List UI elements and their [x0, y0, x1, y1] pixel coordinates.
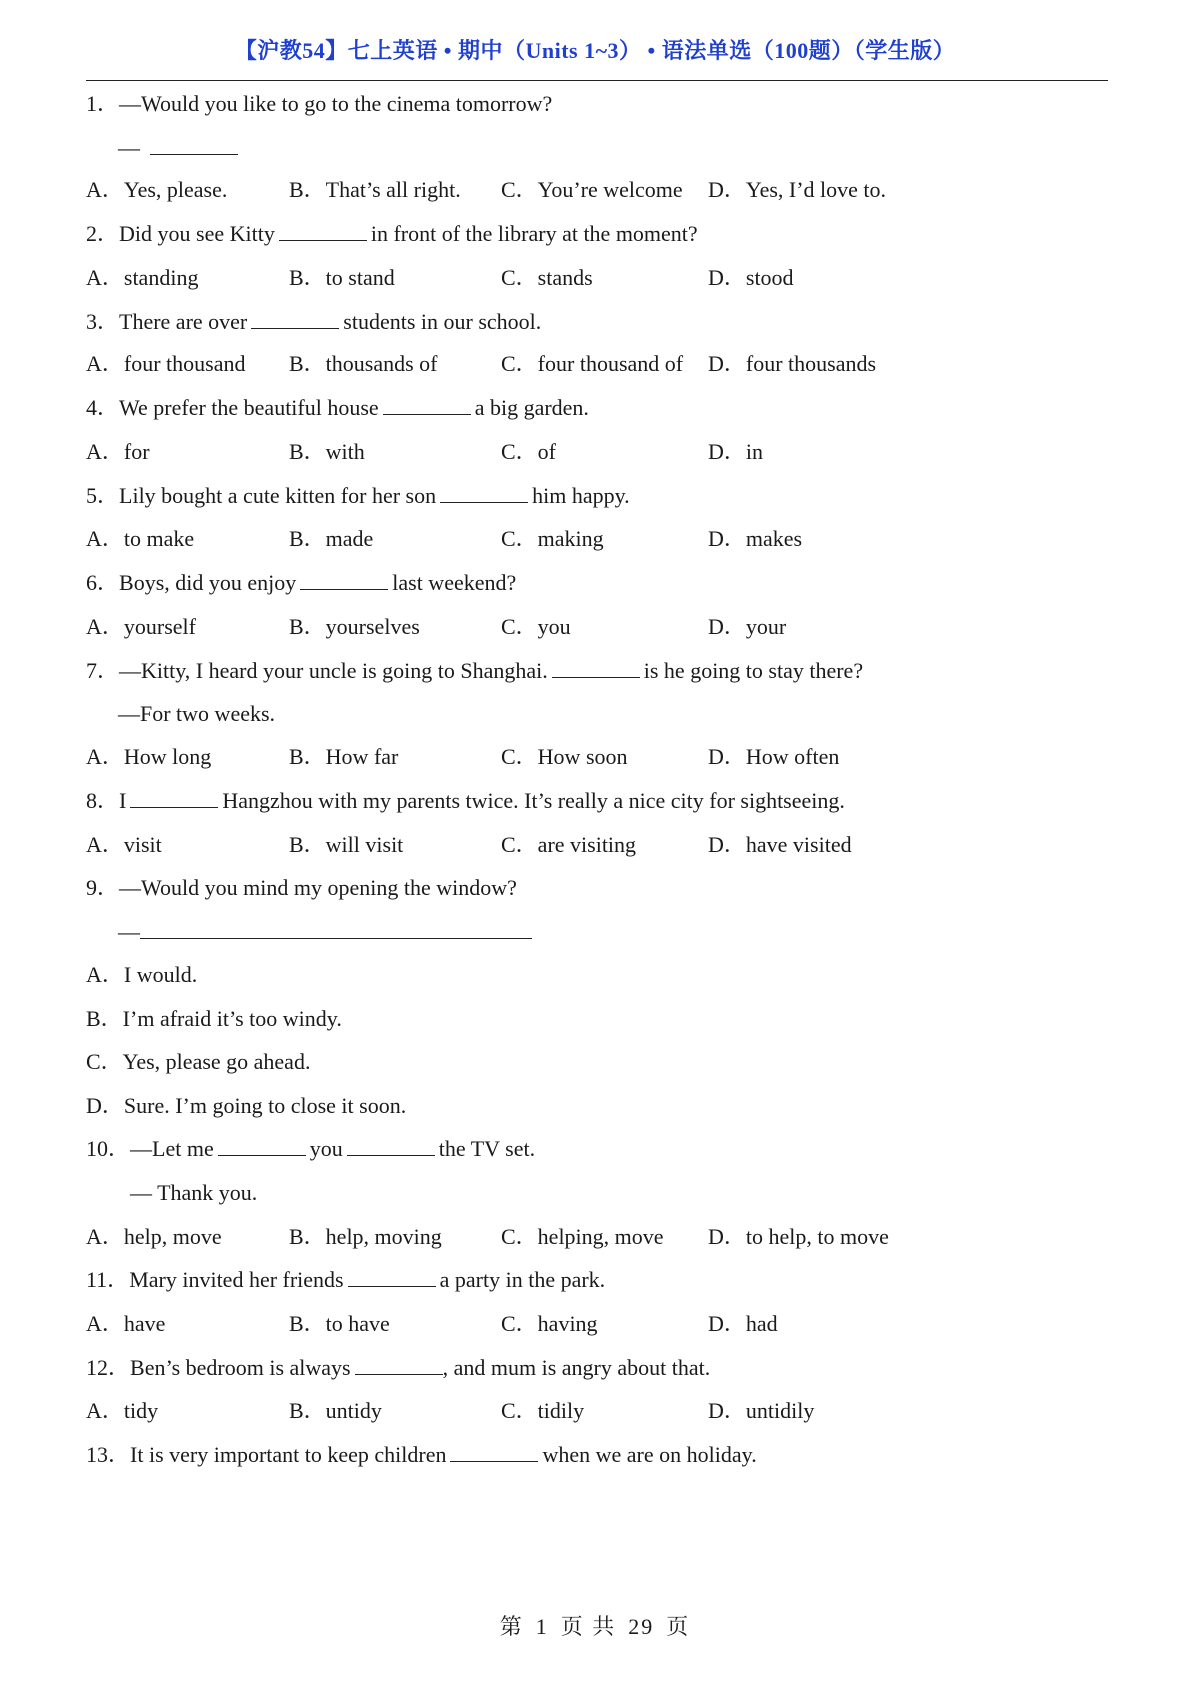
q10-option-a[interactable]: A．help, move [86, 1224, 222, 1249]
question-3-stem: 3．There are over students in our school. [86, 309, 542, 334]
q3-option-c[interactable]: C．four thousand of [501, 351, 684, 376]
answer-blank[interactable] [140, 918, 532, 939]
question-6-stem: 6．Boys, did you enjoy last weekend? [86, 570, 517, 595]
question-12-stem: 12．Ben’s bedroom is always , and mum is angry about that. [86, 1355, 711, 1380]
question-4-stem: 4．We prefer the beautiful house a big garden. [86, 395, 589, 420]
question-9-answer-line: — [118, 918, 536, 946]
question-9-stem: 9．—Would you mind my opening the window? [86, 875, 517, 900]
q5-option-c[interactable]: C．making [501, 526, 604, 551]
q4-option-d[interactable]: D．in [708, 439, 764, 464]
q1-option-b[interactable]: B．That’s all right. [289, 177, 461, 202]
q8-option-d[interactable]: D．have visited [708, 832, 852, 857]
q7-option-c[interactable]: C．How soon [501, 744, 628, 769]
answer-blank[interactable] [300, 569, 388, 590]
q6-option-c[interactable]: C．you [501, 614, 571, 639]
q7-option-a[interactable]: A．How long [86, 744, 212, 769]
answer-blank[interactable] [150, 134, 238, 155]
q9-option-d[interactable]: D．Sure. I’m going to close it soon. [86, 1093, 407, 1118]
q11-option-a[interactable]: A．have [86, 1311, 166, 1336]
q8-option-c[interactable]: C．are visiting [501, 832, 637, 857]
answer-blank[interactable] [450, 1441, 538, 1462]
q12-option-a[interactable]: A．tidy [86, 1398, 159, 1423]
q3-option-b[interactable]: B．thousands of [289, 351, 438, 376]
total-page-count: 29 [628, 1614, 655, 1639]
q9-option-c[interactable]: C．Yes, please go ahead. [86, 1049, 311, 1074]
question-7-stem: 7．—Kitty, I heard your uncle is going to Shanghai. is he going to stay there? [86, 658, 864, 683]
q5-option-a[interactable]: A．to make [86, 526, 195, 551]
q10-option-c[interactable]: C．helping, move [501, 1224, 664, 1249]
q2-option-b[interactable]: B．to stand [289, 265, 395, 290]
q4-option-c[interactable]: C．of [501, 439, 557, 464]
question-5-stem: 5．Lily bought a cute kitten for her son him happy. [86, 483, 630, 508]
q3-option-d[interactable]: D．four thousands [708, 351, 877, 376]
q8-option-b[interactable]: B．will visit [289, 832, 404, 857]
q3-option-a[interactable]: A．four thousand [86, 351, 246, 376]
answer-blank[interactable] [218, 1135, 306, 1156]
q12-option-c[interactable]: C．tidily [501, 1398, 585, 1423]
answer-blank[interactable] [130, 787, 218, 808]
q2-option-d[interactable]: D．stood [708, 265, 794, 290]
answer-blank[interactable] [279, 220, 367, 241]
page-footer: 第 1 页 共 29 页 [499, 1614, 691, 1639]
question-1-answer-line: — [118, 134, 242, 162]
q12-option-b[interactable]: B．untidy [289, 1398, 382, 1423]
q8-option-a[interactable]: A．visit [86, 832, 162, 857]
answer-blank[interactable] [355, 1354, 443, 1375]
q12-option-d[interactable]: D．untidily [708, 1398, 815, 1423]
q1-option-d[interactable]: D．Yes, I’d love to. [708, 177, 887, 202]
q5-option-d[interactable]: D．makes [708, 526, 803, 551]
q6-option-b[interactable]: B．yourselves [289, 614, 420, 639]
q10-option-d[interactable]: D．to help, to move [708, 1224, 889, 1249]
q4-option-a[interactable]: A．for [86, 439, 150, 464]
question-2-stem: 2．Did you see Kitty in front of the library at the moment? [86, 221, 698, 246]
question-10-reply: — Thank you. [130, 1180, 258, 1205]
q5-option-b[interactable]: B．made [289, 526, 374, 551]
question-13-stem: 13．It is very important to keep children when we are on holiday. [86, 1442, 757, 1467]
question-8-stem: 8．I Hangzhou with my parents twice. It’s really a nice city for sightseeing. [86, 788, 845, 813]
answer-blank[interactable] [383, 394, 471, 415]
q9-option-a[interactable]: A．I would. [86, 962, 198, 987]
q10-option-b[interactable]: B．help, moving [289, 1224, 442, 1249]
q11-option-c[interactable]: C．having [501, 1311, 598, 1336]
answer-blank[interactable] [251, 308, 339, 329]
q7-option-d[interactable]: D．How often [708, 744, 840, 769]
answer-blank[interactable] [552, 657, 640, 678]
q9-option-b[interactable]: B．I’m afraid it’s too windy. [86, 1006, 342, 1031]
q2-option-a[interactable]: A．standing [86, 265, 199, 290]
q7-option-b[interactable]: B．How far [289, 744, 399, 769]
question-10-stem: 10．—Let me you the TV set. [86, 1136, 536, 1161]
current-page-number: 1 [535, 1614, 549, 1639]
q11-option-d[interactable]: D．had [708, 1311, 778, 1336]
q6-option-a[interactable]: A．yourself [86, 614, 196, 639]
question-1-stem: 1．—Would you like to go to the cinema tomorrow? [86, 91, 553, 116]
answer-blank[interactable] [347, 1135, 435, 1156]
q6-option-d[interactable]: D．your [708, 614, 787, 639]
page-header-title: 【沪教54】七上英语 • 期中（Units 1~3） • 语法单选（100题）（学生版） [234, 38, 956, 63]
answer-blank[interactable] [348, 1266, 436, 1287]
question-11-stem: 11．Mary invited her friends a party in the park. [86, 1267, 606, 1292]
q1-option-a[interactable]: A．Yes, please. [86, 177, 228, 202]
q2-option-c[interactable]: C．stands [501, 265, 593, 290]
header-divider [86, 80, 1108, 81]
answer-blank[interactable] [440, 482, 528, 503]
q11-option-b[interactable]: B．to have [289, 1311, 390, 1336]
q4-option-b[interactable]: B．with [289, 439, 365, 464]
question-7-reply: —For two weeks. [118, 701, 276, 726]
q1-option-c[interactable]: C．You’re welcome [501, 177, 683, 202]
